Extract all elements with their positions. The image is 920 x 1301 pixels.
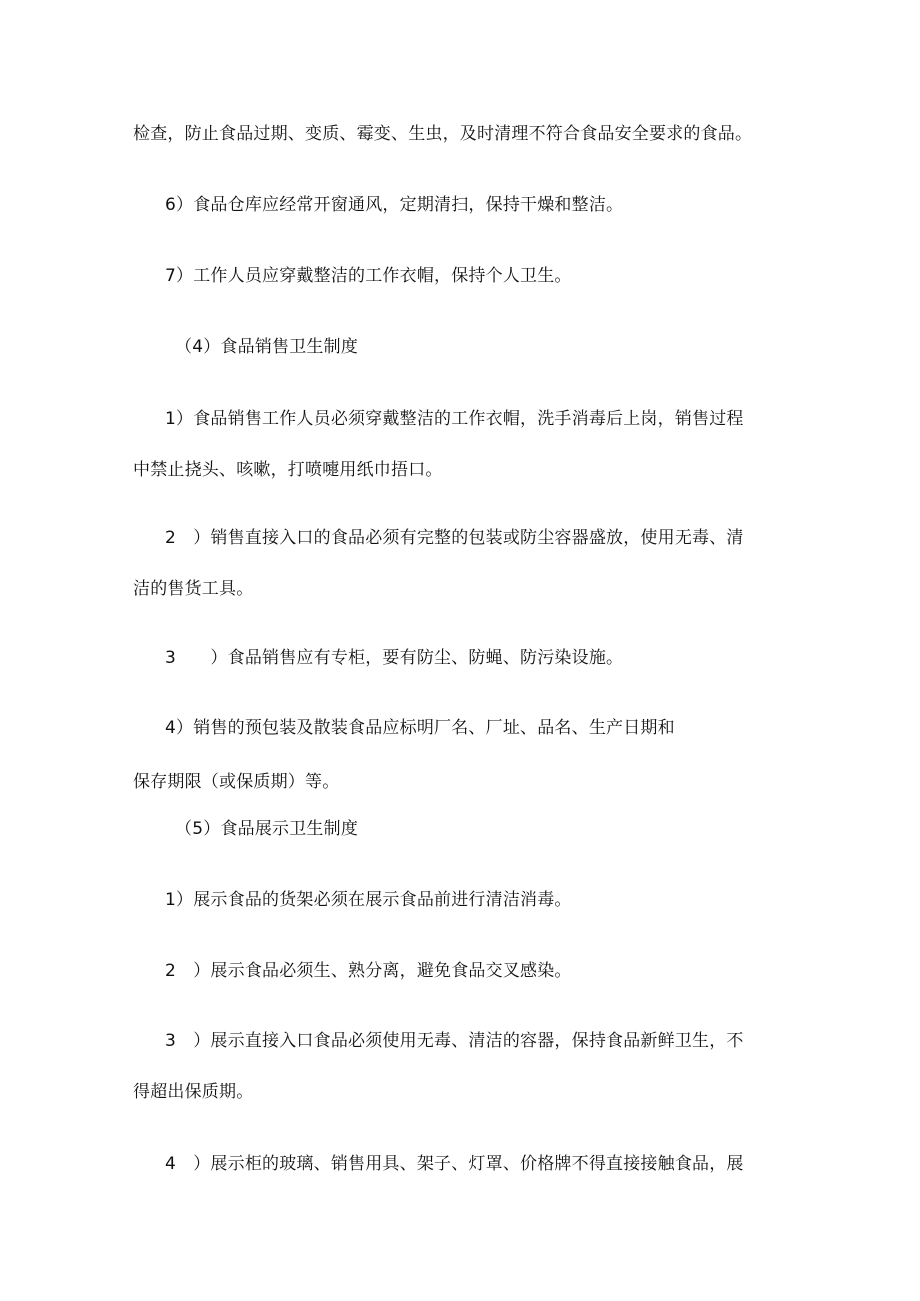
paragraph-line: 检查，防止食品过期、变质、霉变、生虫，及时清理不符合食品安全要求的食品。	[133, 124, 753, 144]
paragraph-line: 1）展示食品的货架必须在展示食品前进行清洁消毒。	[165, 890, 572, 910]
paragraph-line: 4 ）展示柜的玻璃、销售用具、架子、灯罩、价格牌不得直接接触食品，展	[165, 1154, 744, 1174]
paragraph-line: 7）工作人员应穿戴整洁的工作衣帽，保持个人卫生。	[165, 266, 572, 286]
paragraph-line: 2 ）展示食品必须生、熟分离，避免食品交叉感染。	[165, 961, 572, 981]
paragraph-line: 1）食品销售工作人员必须穿戴整洁的工作衣帽，洗手消毒后上岗，销售过程	[165, 409, 744, 429]
paragraph-line: 6）食品仓库应经常开窗通风，定期清扫，保持干燥和整洁。	[165, 195, 624, 215]
section-heading: （5）食品展示卫生制度	[175, 819, 359, 839]
paragraph-line: 保存期限（或保质期）等。	[133, 772, 340, 792]
paragraph-line: 洁的售货工具。	[133, 579, 254, 599]
paragraph-line: 得超出保质期。	[133, 1082, 254, 1102]
paragraph-line: 2 ）销售直接入口的食品必须有完整的包装或防尘容器盛放，使用无毒、清	[165, 528, 744, 548]
paragraph-line: 中禁止挠头、咳嗽，打喷嚏用纸巾捂口。	[133, 460, 443, 480]
paragraph-line: 3 ）食品销售应有专柜，要有防尘、防蝇、防污染设施。	[165, 648, 624, 668]
paragraph-line: 4）销售的预包装及散装食品应标明厂名、厂址、品名、生产日期和	[165, 718, 675, 738]
section-heading: （4）食品销售卫生制度	[175, 337, 359, 357]
paragraph-line: 3 ）展示直接入口食品必须使用无毒、清洁的容器，保持食品新鲜卫生，不	[165, 1031, 744, 1051]
